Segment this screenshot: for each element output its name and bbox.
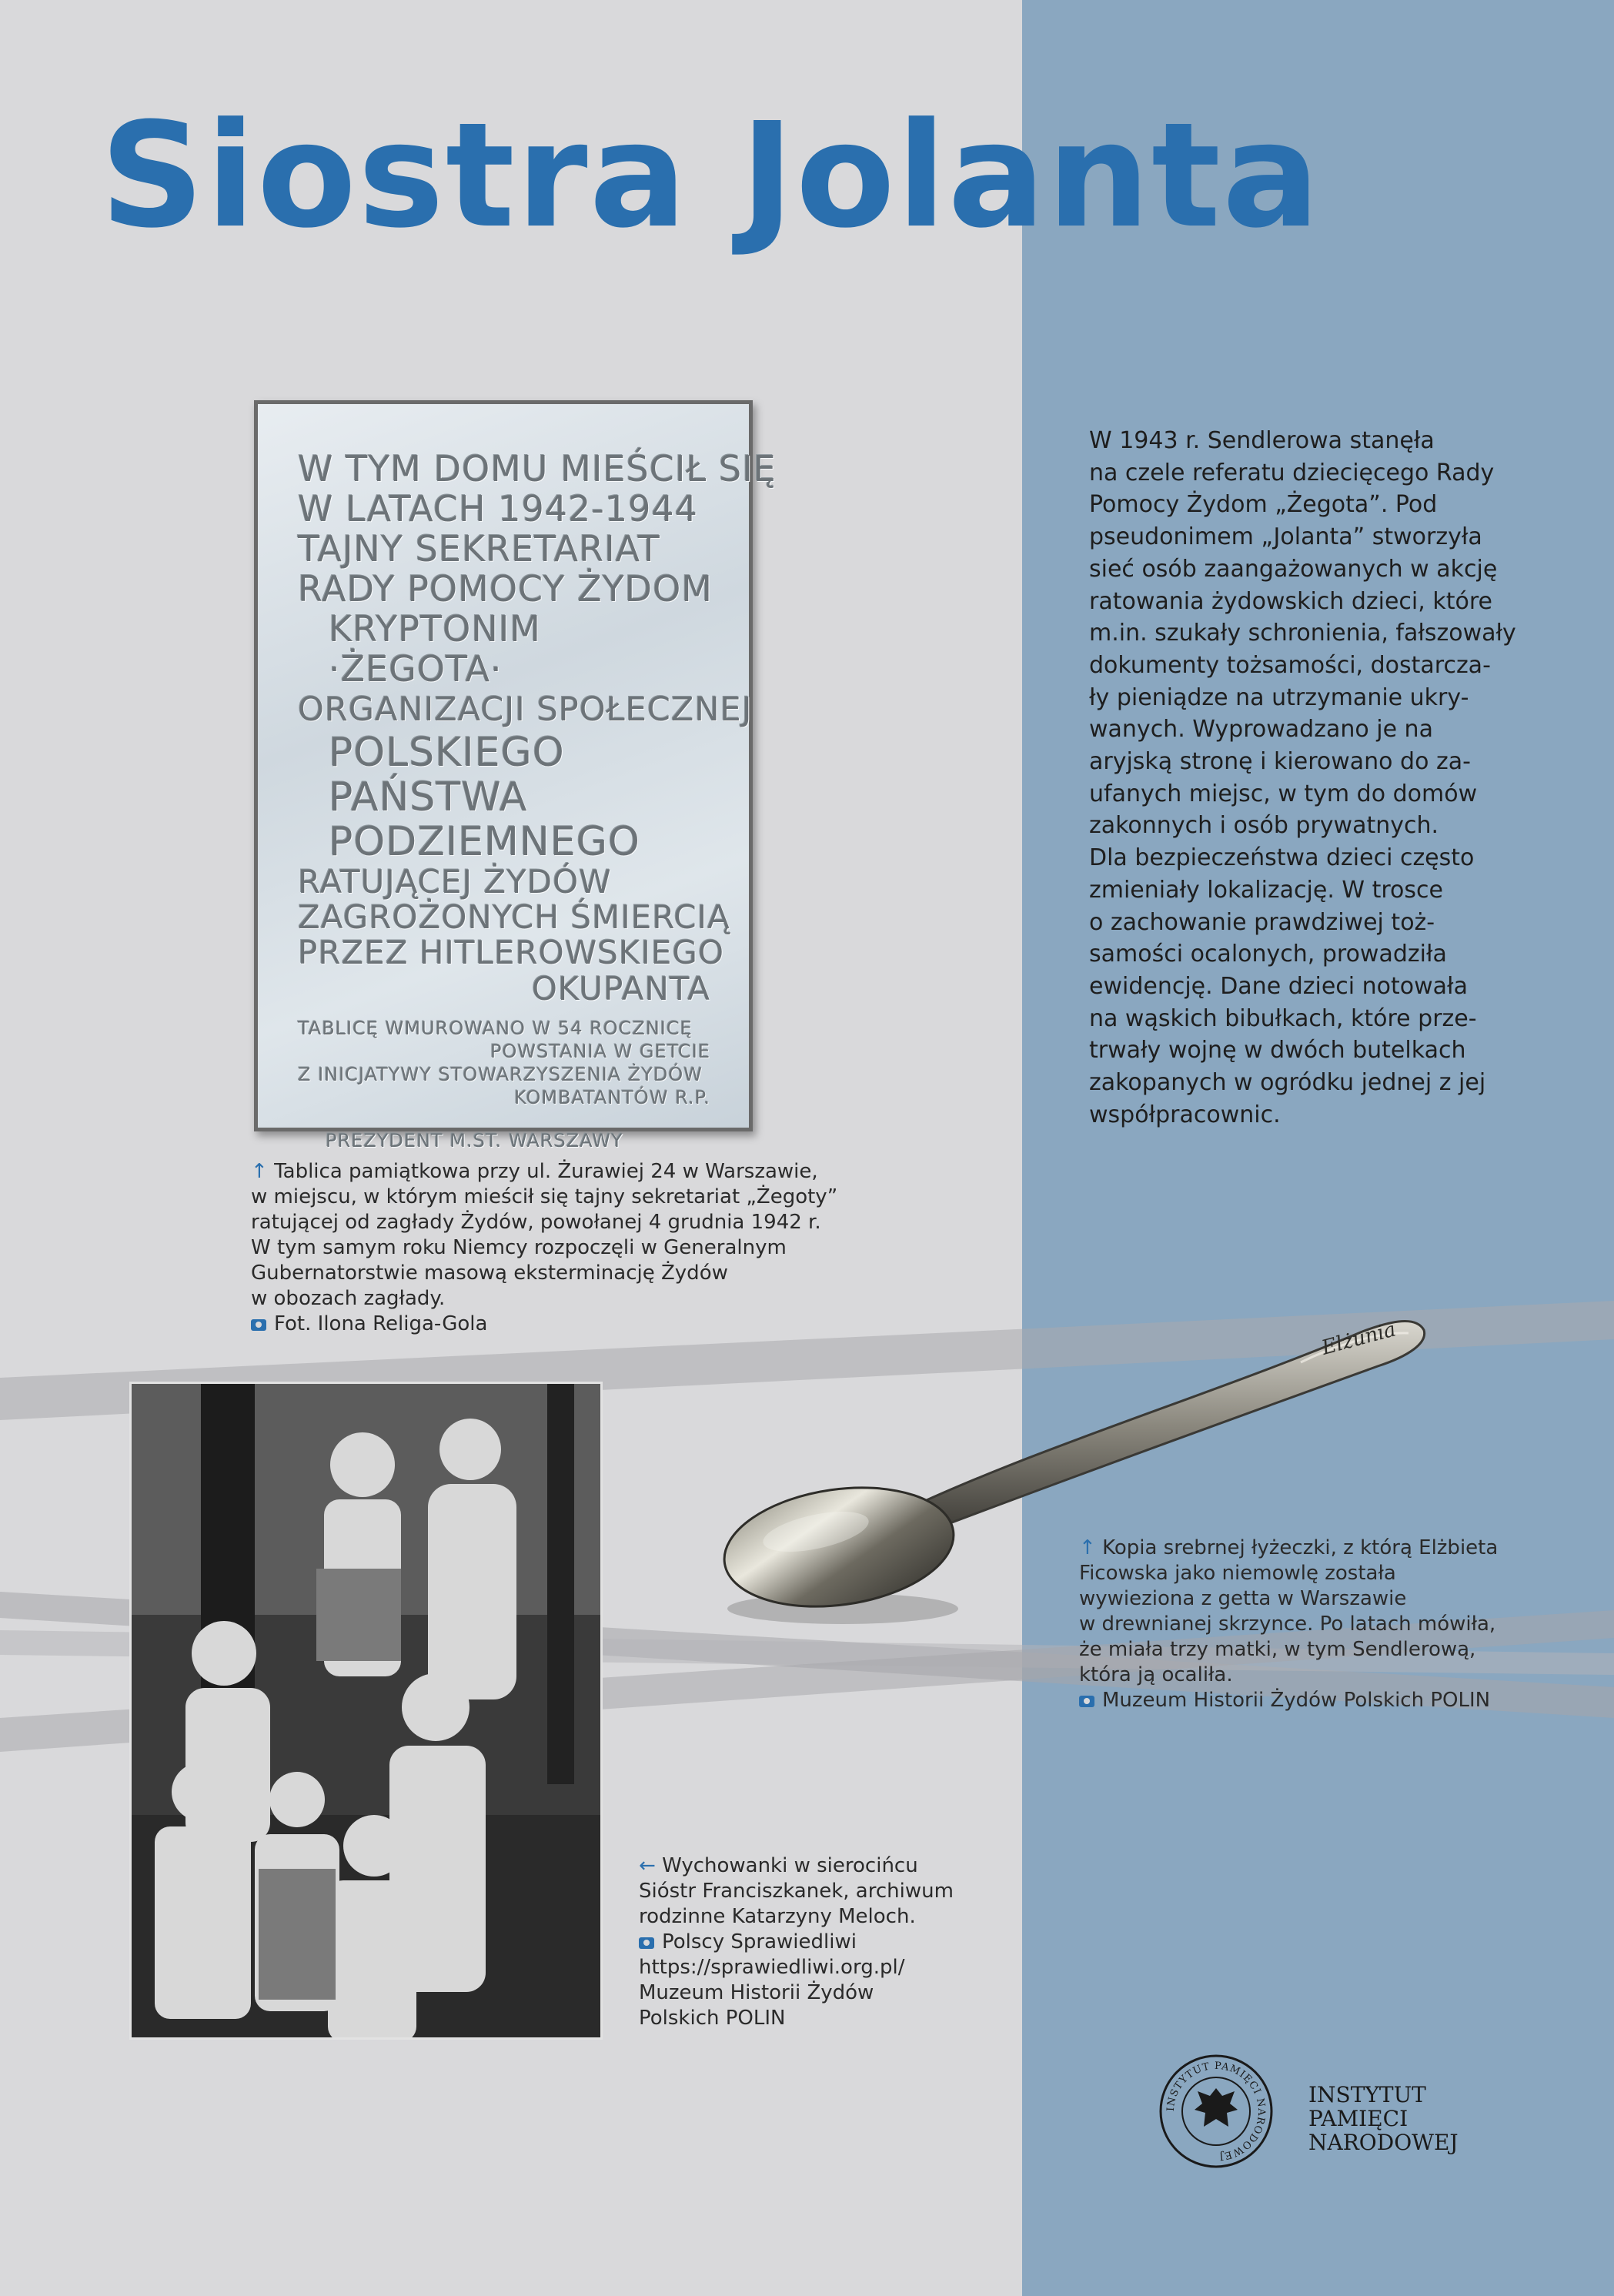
caption-line: że miała trzy matki, w tym Sendlerową, xyxy=(1079,1638,1476,1661)
caption-line: ↑ Kopia srebrnej łyżeczki, z którą Elżbieta xyxy=(1079,1536,1499,1559)
caption-line: Polskich POLIN xyxy=(639,2007,786,2030)
body-line: dokumenty tożsamości, dostarcza- xyxy=(1089,651,1491,679)
orphanage-children-photo xyxy=(129,1382,603,2040)
caption-line: w miejscu, w którym mieścił się tajny sekretariat „Żegoty” xyxy=(251,1185,838,1208)
ipn-logo-text xyxy=(1308,2083,1459,2154)
body-line: samości ocalonych, prowadziła xyxy=(1089,941,1447,968)
caption-line: wywieziona z getta w Warszawie xyxy=(1079,1587,1407,1610)
photo-credit: Polscy Sprawiedliwi xyxy=(639,1930,954,1955)
arrow-up-icon: ↑ xyxy=(1079,1536,1096,1559)
body-line: o zachowanie prawdziwej toż- xyxy=(1089,908,1435,936)
body-line: zmieniały lokalizację. W trosce xyxy=(1089,876,1443,904)
plaque-line: POWSTANIA W GETCIE xyxy=(490,1041,710,1062)
ipn-seal-logo xyxy=(1158,2054,1274,2169)
plaque-line: OKUPANTA xyxy=(531,970,710,1008)
caption-line: Gubernatorstwie masową eksterminację Żydów xyxy=(251,1262,728,1285)
arrow-left-icon: ← xyxy=(639,1854,656,1877)
logo-line: NARODOWEJ xyxy=(1308,2130,1459,2155)
plaque-line: POLSKIEGO xyxy=(329,730,565,776)
camera-icon xyxy=(251,1319,266,1331)
body-line: wanych. Wyprowadzano je na xyxy=(1089,716,1433,744)
body-line: zakopanych w ogródku jednej z jej xyxy=(1089,1069,1486,1097)
camera-icon xyxy=(1079,1696,1094,1707)
camera-icon xyxy=(639,1937,654,1949)
caption-line: w obozach zagłady. xyxy=(251,1287,446,1310)
page-title: Siostra Jolanta xyxy=(100,92,1322,260)
arrow-up-icon: ↑ xyxy=(251,1160,268,1183)
plaque-line: PAŃSTWA xyxy=(329,774,528,820)
photo-credit: Fot. Ilona Religa-Gola xyxy=(251,1312,837,1337)
plaque-line: TAJNY SEKRETARIAT xyxy=(298,528,660,570)
caption-line: Muzeum Historii Żydów xyxy=(639,1981,874,2004)
caption-line: rodzinne Katarzyny Meloch. xyxy=(639,1905,916,1928)
plaque-line: PREZYDENT M.ST. WARSZAWY xyxy=(326,1130,623,1151)
body-line: Pomocy Żydom „Żegota”. Pod xyxy=(1089,491,1438,519)
body-line: ewidencję. Dane dzieci notowała xyxy=(1089,972,1468,1000)
memorial-plaque-photo xyxy=(254,400,777,1151)
logo-line: PAMIĘCI xyxy=(1308,2106,1408,2131)
body-line: W 1943 r. Sendlerowa stanęła xyxy=(1089,427,1435,454)
plaque-line: ·ŻEGOTA· xyxy=(329,648,503,690)
body-line: współpracownic. xyxy=(1089,1101,1281,1128)
plaque-line: Z INICJATYWY STOWARZYSZENIA ŻYDÓW xyxy=(298,1064,703,1085)
body-line: pseudonimem „Jolanta” stworzyła xyxy=(1089,523,1482,551)
eagle-icon xyxy=(1195,2088,1238,2127)
spoon-engraving: Elżunia xyxy=(1319,1318,1398,1360)
plaque-line: RADY POMOCY ŻYDOM xyxy=(298,568,713,610)
caption-line: która ją ocaliła. xyxy=(1079,1663,1233,1686)
plaque-line: PODZIEMNEGO xyxy=(329,819,640,865)
body-line: aryjską stronę i kierowano do za- xyxy=(1089,748,1471,776)
plaque-line: ORGANIZACJI SPOŁECZNEJ xyxy=(298,690,753,729)
body-line: ratowania żydowskich dzieci, które xyxy=(1089,587,1492,615)
body-line: ufanych miejsc, w tym do domów xyxy=(1089,780,1478,807)
caption-line: W tym samym roku Niemcy rozpoczęli w Generalnym xyxy=(251,1236,787,1259)
body-line: m.in. szukały schronienia, fałszowały xyxy=(1089,620,1516,647)
logo-ring-text: INSTYTUT PAMIĘCI NARODOWEJ xyxy=(1165,2060,1268,2162)
body-line: Dla bezpieczeństwa dzieci często xyxy=(1089,844,1475,872)
spoon-caption xyxy=(1079,1536,1498,1713)
body-line: sieć osób zaangażowanych w akcję xyxy=(1089,555,1498,583)
photo-illustration xyxy=(132,1384,603,2040)
plaque-line: W TYM DOMU MIEŚCIŁ SIĘ xyxy=(298,448,777,490)
caption-line: Ficowska jako niemowlę została xyxy=(1079,1562,1396,1585)
caption-line: Sióstr Franciszkanek, archiwum xyxy=(639,1880,954,1903)
body-line: na czele referatu dziecięcego Rady xyxy=(1089,459,1495,486)
caption-line: ← Wychowanki w sierocińcu xyxy=(639,1854,918,1877)
credit-link[interactable]: https://sprawiedliwi.org.pl/ xyxy=(639,1956,905,1979)
photo-caption xyxy=(639,1853,954,2031)
main-body-text xyxy=(1089,425,1520,1131)
caption-line: ↑ Tablica pamiątkowa przy ul. Żurawiej 24 w Warszawie, xyxy=(251,1160,818,1183)
plaque-line: KRYPTONIM xyxy=(329,608,541,650)
body-line: trwały wojnę w dwóch butelkach xyxy=(1089,1037,1466,1064)
photo-credit: Muzeum Historii Żydów Polskich POLIN xyxy=(1079,1688,1498,1713)
plaque-line: RATUJĄCEJ ŻYDÓW xyxy=(298,863,612,901)
caption-line: ratującej od zagłady Żydów, powołanej 4 grudnia 1942 r. xyxy=(251,1211,821,1234)
caption-line: w drewnianej skrzynce. Po latach mówiła, xyxy=(1079,1613,1496,1636)
plaque-inscription xyxy=(298,448,777,1152)
plaque-line: TABLICĘ WMUROWANO W 54 ROCZNICĘ xyxy=(298,1018,693,1039)
body-line: zakonnych i osób prywatnych. xyxy=(1089,812,1439,840)
plaque-line: W LATACH 1942-1944 xyxy=(298,488,698,530)
plaque-line: KOMBATANTÓW R.P. xyxy=(514,1087,710,1108)
plaque-line: PRZEZ HITLEROWSKIEGO xyxy=(298,934,725,971)
body-line: ły pieniądze na utrzymanie ukry- xyxy=(1089,683,1469,711)
plaque-line: ZAGROŻONYCH ŚMIERCIĄ xyxy=(298,898,730,936)
body-line: na wąskich bibułkach, które prze- xyxy=(1089,1004,1477,1032)
logo-line: INSTYTUT xyxy=(1308,2082,1426,2107)
